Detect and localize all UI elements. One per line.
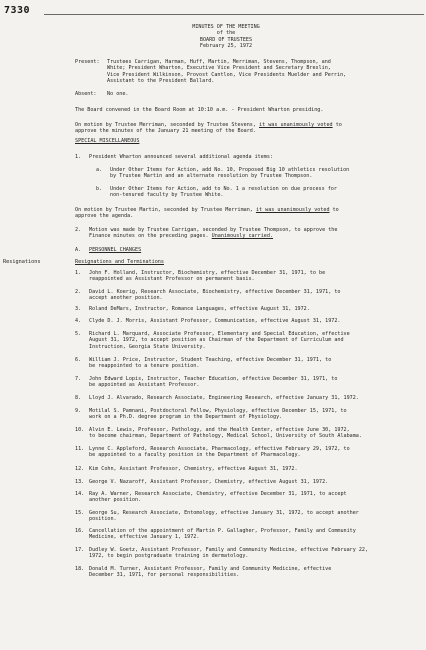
resignation-entry [89, 376, 337, 389]
resignation-line: be appointed as Assistant Professor. [89, 382, 200, 389]
resignation-line: 1972, to begin postgraduate training in dermatology. [89, 553, 249, 560]
present-line: Vice President Wilkinson, Provost Cantlon, Vice Presidents Muelder and Perrin, [107, 71, 347, 78]
resignation-entry [89, 331, 350, 350]
resignation-number: 3. [75, 306, 82, 312]
approve-agenda-motion [75, 207, 339, 220]
absent-value: No one. [107, 91, 129, 97]
resignation-line: Lynne C. Appleford, Research Associate, Pharmacology, effective February 29, 1972, to [89, 446, 350, 452]
item-1a-text [110, 167, 349, 180]
present-line: White; President Wharton, Executive Vice President and Secretary Breslin, [107, 65, 331, 72]
approve-minutes-motion [75, 122, 342, 135]
resignation-entry [89, 318, 340, 324]
present-label: Present: [75, 59, 100, 65]
header-rule [44, 14, 424, 15]
resignation-line: Lloyd J. Alvarado, Research Associate, Engineering Research, effective January 31, 1972. [89, 395, 359, 401]
convened-statement: The Board convened in the Board Room at 10:10 a.m. - President Wharton presiding. [75, 107, 324, 113]
margin-label-resignations: Resignations [3, 259, 41, 265]
resignation-entry [89, 528, 356, 541]
resignation-entry [89, 566, 331, 579]
resignation-number: 13. [75, 479, 85, 485]
resignation-line: reappointed as Assistant Professor on permanent basis. [89, 276, 255, 283]
minutes-header [150, 24, 302, 50]
resignation-line: position. [89, 516, 117, 523]
resignation-entry [89, 357, 331, 370]
resignation-line: December 31, 1971, for personal responsibilities. [89, 572, 240, 579]
resignation-entry [89, 466, 298, 472]
resignation-line: George V. Nazaroff, Assistant Professor, Chemistry, effective August 31, 1972. [89, 479, 329, 485]
resignation-line: Richard L. Marquard, Associate Professor, Elementary and Special Education, effective [89, 331, 350, 337]
resignation-entry [89, 408, 347, 421]
motion-text: to [329, 207, 339, 213]
resignation-line: work on a Ph.D. degree program in the Department of Physiology. [89, 414, 283, 421]
present-line: Trustees Carrigan, Harman, Huff, Martin, Merriman, Stevens, Thompson, and [107, 59, 331, 65]
resignation-line: John F. Holland, Instructor, Biochemistry, effective December 31, 1971, to be [89, 270, 326, 276]
header-line-1: MINUTES OF THE MEETING [192, 24, 260, 30]
motion-result: it was unanimously voted [255, 207, 330, 213]
resignation-entry [89, 270, 325, 283]
item-1a-line: by Trustee Martin and an alternate resolution by Trustee Thompson. [110, 173, 313, 180]
item-1-number: 1. [75, 154, 82, 160]
resignation-line: Roland DeMars, Instructor, Romance Languages, effective August 31, 1972. [89, 306, 310, 312]
item-1-text: President Wharton announced several additional agenda items: [89, 154, 274, 160]
resignation-number: 12. [75, 466, 85, 472]
resignation-line: Alvin E. Lewis, Professor, Pathology, and the Health Center, effective June 30, 1972, [89, 427, 350, 433]
resignation-number: 15. [75, 510, 85, 516]
item-2-result: Unanimously carried. [211, 233, 274, 240]
resignation-line: George Su, Research Associate, Entomology, effective January 31, 1972, to accept another [89, 510, 359, 516]
resignation-line: Cancellation of the appointment of Martin P. Gallagher, Professor, Family and Community [89, 528, 356, 534]
resignation-line: Medicine, effective January 1, 1972. [89, 534, 200, 541]
item-2-number: 2. [75, 227, 82, 233]
resignation-line: be reappointed to a tenure position. [89, 363, 200, 370]
present-line: Assistant to the President Ballard. [107, 77, 215, 84]
resignation-number: 2. [75, 289, 82, 295]
resignations-heading: Resignations and Terminations [75, 259, 164, 265]
item-1b-text [110, 186, 337, 199]
resignation-number: 7. [75, 376, 82, 382]
page-number: 7330 [4, 5, 31, 16]
motion-text: On motion by Trustee Merriman, seconded by Trustee Stevens, [75, 122, 260, 128]
resignation-number: 16. [75, 528, 85, 534]
resignation-entry [89, 306, 310, 312]
resignation-line: Clyde D. J. Morris, Assistant Professor, Communication, effective August 31, 1972. [89, 318, 341, 324]
resignation-entry [89, 446, 350, 459]
resignation-number: 9. [75, 408, 82, 414]
motion-result: it was unanimously voted [259, 122, 333, 128]
resignation-line: John Edward Lopis, Instructor, Teacher Education, effective December 31, 1971, to [89, 376, 338, 382]
motion-text: approve the minutes of the January 21 meeting of the Board. [75, 128, 256, 135]
resignation-number: 8. [75, 395, 82, 401]
personnel-heading: PERSONNEL CHANGES [89, 247, 142, 253]
resignation-entry [89, 479, 328, 485]
item-2-line: Motion was made by Trustee Carrigan, seconded by Trustee Thompson, to approve the [89, 227, 338, 233]
special-misc-heading: SPECIAL MISCELLANEOUS [75, 138, 140, 144]
item-2-line: Finance minutes on the preceding pages. [89, 233, 212, 240]
resignation-line: accept another position. [89, 295, 163, 302]
item-1b-line: Under Other Items for Action, add to No. 1 a resolution on due process for [110, 186, 337, 192]
motion-text: to [332, 122, 342, 128]
resignation-line: Donald M. Turner, Assistant Professor, Family and Community Medicine, effective [89, 566, 332, 572]
resignation-number: 11. [75, 446, 85, 452]
resignation-number: 17. [75, 547, 85, 553]
item-1a-line: Under Other Items for Action, add No. 10, Proposed Big 10 athletics resolution [110, 167, 350, 173]
resignation-number: 1. [75, 270, 82, 276]
resignation-line: August 31, 1972, to accept position as Chairman of the Department of Curriculum and [89, 337, 344, 344]
resignation-number: 6. [75, 357, 82, 363]
resignation-entry [89, 510, 359, 523]
resignation-line: Dudley W. Goetz, Assistant Professor, Family and Community Medicine, effective February 22, [89, 547, 369, 553]
item-1b-label: b. [96, 186, 103, 192]
resignation-entry [89, 491, 347, 504]
resignation-line: Ray A. Warner, Research Associate, Chemistry, effective December 31, 1971, to accept [89, 491, 347, 497]
resignation-line: Motilal S. Pamnani, Postdoctoral Fellow, Physiology, effective December 15, 1971, to [89, 408, 347, 414]
resignation-number: 4. [75, 318, 82, 324]
item-2-text [89, 227, 337, 240]
resignation-entry [89, 427, 362, 440]
header-line-3: BOARD OF TRUSTEES [199, 36, 253, 43]
item-1b-line: non-tenured faculty by Trustee White. [110, 192, 224, 199]
item-1a-label: a. [96, 167, 103, 173]
resignation-line: another position. [89, 497, 142, 504]
resignation-entry [89, 289, 340, 302]
resignation-line: William J. Price, Instructor, Student Teaching, effective December 31, 1971, to [89, 357, 332, 363]
present-list [107, 59, 346, 84]
resignation-number: 18. [75, 566, 85, 572]
resignation-number: 14. [75, 491, 85, 497]
header-line-2: of the [216, 30, 236, 37]
resignation-entry [89, 547, 368, 560]
resignation-number: 10. [75, 427, 85, 433]
motion-text: approve the agenda. [75, 213, 134, 220]
personnel-label: A. [75, 247, 82, 253]
resignation-line: Kim Cohn, Assistant Professor, Chemistry, effective August 31, 1972. [89, 466, 298, 472]
resignation-number: 5. [75, 331, 82, 337]
resignation-line: to become chairman, Department of Pathology, Medical School, University of South Alabama. [89, 433, 362, 440]
resignation-line: David L. Koerig, Research Associate, Biochemistry, effective December 31, 1971, to [89, 289, 341, 295]
motion-text: On motion by Trustee Martin, seconded by Trustee Merriman, [75, 207, 256, 213]
resignation-entry [89, 395, 359, 401]
header-line-4: February 25, 1972 [199, 43, 253, 50]
absent-label: Absent: [75, 91, 97, 97]
resignation-line: Instruction, Georgia State University. [89, 343, 206, 350]
resignation-line: be appointed to a faculty position in the Department of Pharmacology. [89, 452, 301, 459]
